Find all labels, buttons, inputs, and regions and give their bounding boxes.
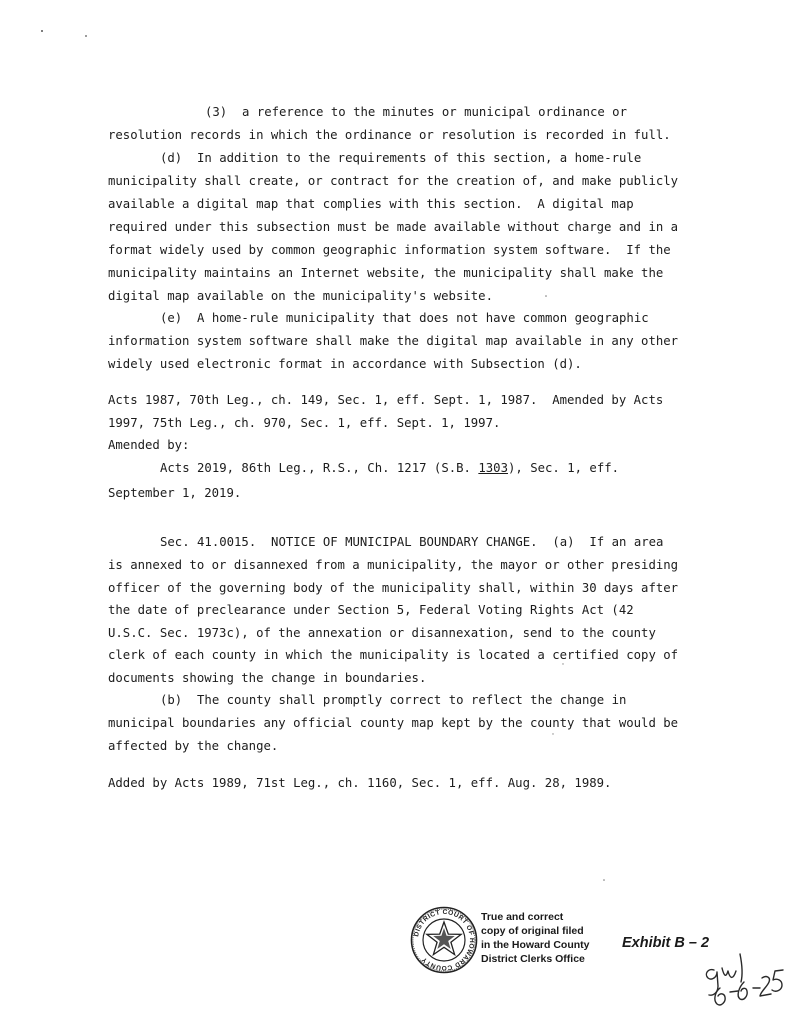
text-line: required under this subsection must be made available without charge and in a (108, 220, 679, 234)
citation-text: ), Sec. 1, eff. (507, 461, 620, 475)
text-line: Added by Acts 1989, 71st Leg., ch. 1160, Sec. 1, eff. Aug. 28, 1989. (108, 776, 612, 790)
certification-stamp (481, 910, 590, 966)
text-line: clerk of each county in which the municipality is located a certified copy of (108, 648, 679, 662)
text-line: 1997, 75th Leg., ch. 970, Sec. 1, eff. Sept. 1, 1997. (108, 416, 501, 430)
text-line: Amended by: (108, 438, 190, 452)
svg-text:DISTRICT COURT OF HOWARD COUNT: DISTRICT COURT OF HOWARD COUNTY (413, 908, 476, 972)
citation-text: Acts 2019, 86th Leg., R.S., Ch. 1217 (S.B. (160, 461, 479, 475)
text-line: municipality maintains an Internet website, the municipality shall make the (108, 266, 664, 280)
text-line: widely used electronic format in accordance with Subsection (d). (108, 357, 582, 371)
text-line: U.S.C. Sec. 1973c), of the annexation or disannexation, send to the county (108, 626, 656, 640)
text-line: format widely used by common geographic information system software. If the (108, 243, 671, 257)
text-line: Acts 1987, 70th Leg., ch. 149, Sec. 1, eff. Sept. 1, 1987. Amended by Acts (108, 393, 664, 407)
text-line: documents showing the change in boundaries. (108, 671, 427, 685)
stamp-line: in the Howard County (481, 939, 590, 951)
county-seal-icon (410, 906, 478, 974)
section-heading-line: Sec. 41.0015. NOTICE OF MUNICIPAL BOUNDARY CHANGE. (a) If an area (160, 535, 664, 549)
text-line: officer of the governing body of the municipality shall, within 30 days after (108, 581, 679, 595)
text-line: municipality shall create, or contract for the creation of, and make publicly (108, 174, 679, 188)
text-line: (b) The county shall promptly correct to reflect the change in (160, 693, 627, 707)
text-line: (3) a reference to the minutes or municipal ordinance or (205, 105, 627, 119)
stamp-line: True and correct (481, 911, 564, 923)
text-line: September 1, 2019. (108, 486, 242, 500)
text-line: digital map available on the municipality's website. (108, 289, 493, 303)
text-line: affected by the change. (108, 739, 279, 753)
text-line: is annexed to or disannexed from a municipality, the mayor or other presiding (108, 558, 679, 572)
text-line: resolution records in which the ordinance or resolution is recorded in full. (108, 128, 671, 142)
text-line: (e) A home-rule municipality that does not have common geographic (160, 311, 649, 325)
text-line (160, 460, 619, 476)
text-line: the date of preclearance under Section 5, Federal Voting Rights Act (42 (108, 603, 634, 617)
text-line: municipal boundaries any official county map kept by the county that would be (108, 716, 679, 730)
text-line: information system software shall make the digital map available in any other (108, 334, 679, 348)
stamp-line: copy of original filed (481, 925, 584, 937)
text-line: (d) In addition to the requirements of this section, a home-rule (160, 151, 642, 165)
exhibit-label: Exhibit B – 2 (622, 935, 710, 951)
stamp-line: District Clerks Office (481, 953, 585, 965)
handwritten-initials-date (700, 948, 790, 1024)
bill-link[interactable]: 1303 (478, 461, 508, 475)
text-line: available a digital map that complies with this section. A digital map (108, 197, 634, 211)
